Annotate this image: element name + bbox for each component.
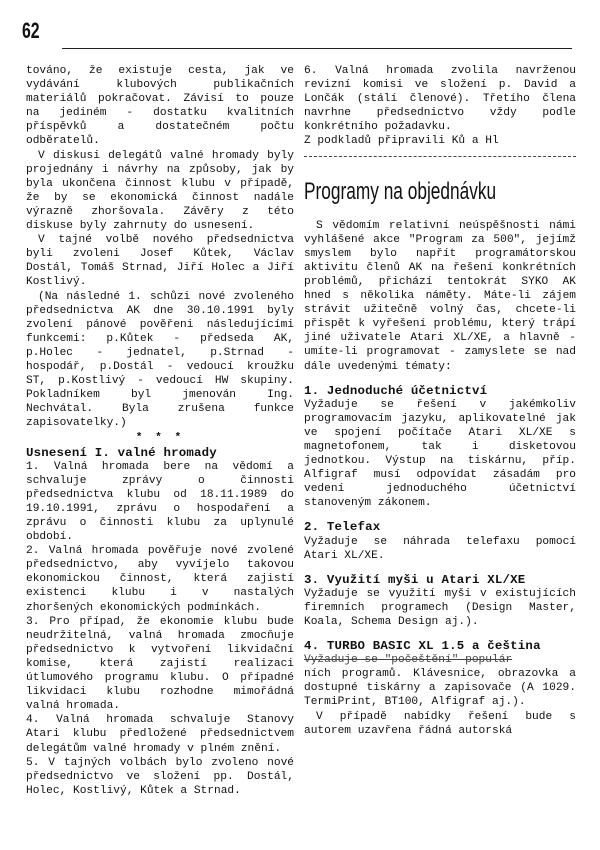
topic-item [304, 573, 576, 629]
paragraph: (Na následné 1. schůzi nové zvoleného předsednictva AK dne 30.10.1991 byly zvolení pánové pověřeni následujícími funkcemi: p.Kůtek - předseda AK, p.Holec - jednatel, p.Strnad - hospodář, p.Dostál - vedoucí kroužku ST, p.Kostlivý - vedoucí HW skupiny. Pokladníkem byl jmenován Ing. Nechvátal. Byla zrušena funkce zapisovatelky.) [26, 290, 294, 430]
topic-text: Vyžaduje se náhrada telefaxu pomocí Atari XL/XE. [304, 535, 576, 562]
resolution-heading: Usnesení I. valné hromady [26, 445, 217, 460]
author-signature: Z podkladů připravili Ků a Hl [304, 135, 499, 148]
resolution-item: 5. V tajných volbách bylo zvoleno nové předsednictvo ve složení pp. Dostál, Holec, Kostlivý, Kůtek a Strnad. [26, 756, 294, 797]
header-rule [62, 48, 572, 49]
article-title: Programy na objednávku [304, 177, 497, 205]
resolution-item: 2. Valná hromada pověřuje nové zvolené předsednictvo, aby vyvíjelo takovou ekonomickou činnost, která zajistí existenci klubu i v nastalých zhoršených ekonomických podmínkách. [26, 545, 294, 614]
article-intro: S vědomím relativní neúspěšnosti námi vyhlášené akce "Program za 500", jejímž smyslem bylo napřít programátorskou aktivitu členů AK na řešení konkrétních problémů, přichází tentokrát SYKO AK hned s několika náměty. Máte-li zájem strávit užitečně volný čas, chcete-li přispět k vyřešení problému, který trápí jiné uživatele Atari XL/XE, a hlavně - umíte-li programovat - zamyslete se nad dále uvedenými tématy: [304, 219, 576, 373]
section-separator: * * * [135, 432, 185, 445]
topic-item [304, 384, 576, 511]
page-number: 62 [22, 18, 40, 43]
topic-heading: 4. TURBO BASIC XL 1.5 a čeština [304, 639, 541, 654]
paragraph: V diskusi delegátů valné hromady byly projednány i návrhy na způsoby, jak by byla ukončena činnost klubu v případě, že by se ekonomická činnost nadále výrazně zhoršovala. Závěry z této diskuse byly zahrnuty do usnesení. [26, 149, 294, 233]
topic-heading: 3. Využití myši u Atari XL/XE [304, 572, 526, 587]
divider [304, 156, 576, 157]
topic-heading: 2. Telefax [304, 520, 381, 535]
right-column [304, 64, 576, 738]
topic-text: ních programů. Klávesnice, obrazovka a dostupné tiskárny a zapisovače (A 1029. TermiPrint, BT100, Alfigraf aj.). [304, 668, 576, 709]
resolution-item: 1. Valná hromada bere na vědomí a schvaluje zprávy o činnosti předsednictva klubu od 18.11.1989 do 19.10.1991, zprávu o hospodaření a zprávu o činnosti klubu za uplynulé období. [26, 460, 294, 544]
resolution-item: 6. Valná hromada zvolila navrženou revizní komisi ve složení p. David a Lončák (stálí členové). Třetího člena navrhne předsednictvo vždy podle konkrétního požadavku. [304, 65, 576, 134]
closing-paragraph: V případě nabídky řešení bude s autorem uzavřena řádná autorská [304, 710, 576, 737]
topic-item [304, 520, 576, 562]
struck-line: Vyžaduje se "počeštění" populár [304, 654, 513, 667]
resolution-item: 4. Valná hromada schvaluje Stanovy Atari klubu předložené předsednictvem delegátům valné hromady v plném znění. [26, 714, 294, 755]
paragraph: V tajné volbě nového předsednictva byli zvoleni Josef Kůtek, Václav Dostál, Tomáš Strnad, Jiří Holec a Jiří Kostlivý. [26, 234, 294, 289]
topic-text: Vyžaduje se využití myši v existujících firemních programech (Design Master, Koala, Schema Design aj.). [304, 587, 576, 628]
topic-text: Vyžaduje se řešení v jakémkoliv programovacím jazyku, aplikovatelné jak ve spojení počítače Atari XL/XE s magnetofonem, tak i disketovou jednotkou. Výstup na tiskárnu, příp. Alfigraf musí odpovídat zásadám pro vedení jednoduchého účetnictví stanoveným zákonem. [304, 398, 576, 510]
resolution-item: 3. Pro případ, že ekonomie klubu bude neudržitelná, valná hromada zmocňuje předsednictvo k vytvoření likvidační komise, která zajistí realizaci útlumového programu klubu. O případné likvidaci klubu rozhodne mimořádná valná hromada. [26, 615, 294, 713]
topic-heading: 1. Jednoduché účetnictví [304, 383, 488, 398]
paragraph: továno, že existuje cesta, jak ve vydávání klubových publikačních materiálů pokračovat. Závisí to pouze na jediném - dostatku kvalitních příspěvků a dostatečném počtu odběratelů. [26, 65, 294, 148]
left-column [26, 64, 294, 798]
topic-item [304, 639, 576, 709]
